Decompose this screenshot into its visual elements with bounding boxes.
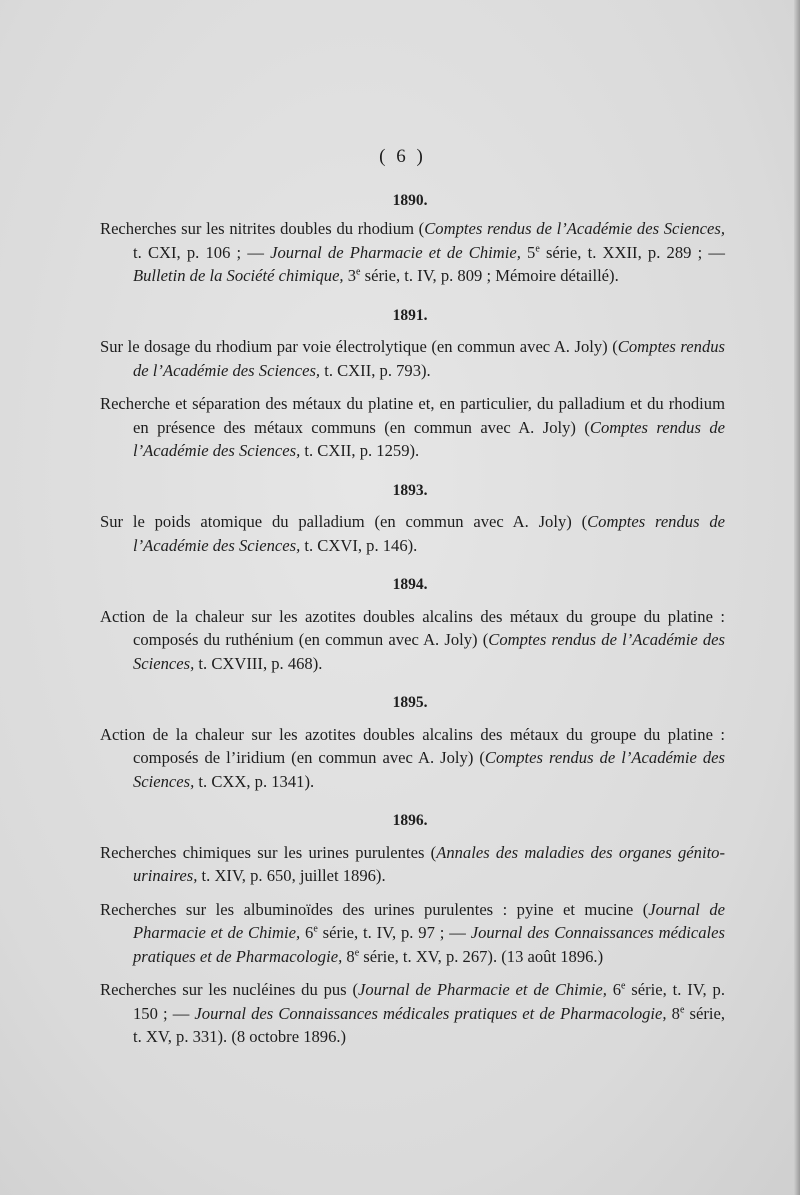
journal-title: Comptes rendus de l’Académie des Sciences, (133, 417, 725, 460)
journal-title: Journal des Connaissances médicales pratiques et de Pharmacologie, (133, 923, 725, 966)
year-heading: 1890. (392, 191, 428, 209)
entry-text: 6 (300, 923, 314, 942)
superscript: e (354, 946, 360, 958)
journal-title: Comptes rendus de l’Académie des Sciences, (133, 630, 725, 673)
entry-text: t. CXI, p. 106 ; — (133, 242, 271, 262)
entry-text: série, t. IV, p. 150 ; — (133, 980, 725, 1023)
bibliography-entry (100, 841, 725, 888)
superscript: e (313, 923, 318, 935)
entry-text: Recherches sur les nitrites doubles du rhodium ( (100, 219, 425, 238)
year-heading: 1894. (392, 576, 428, 593)
entry-text: Action de la chaleur sur les azotites doubles alcalins des métaux du groupe du platine : composés du ruthénium (en commun avec A. Joly) ( (100, 606, 725, 649)
bibliography-entry (100, 898, 725, 969)
year-heading: 1891. (392, 306, 428, 324)
entry-text: 3 (343, 266, 357, 285)
journal-title: Journal de Pharmacie et de Chimie, (270, 242, 521, 262)
year-heading: 1893. (392, 481, 428, 499)
entry-text: Action de la chaleur sur les azotites doubles alcalins des métaux du groupe du platine : composés de l’iridium (en commun avec A. Joly) ( (100, 724, 725, 767)
entry-text: Recherche et séparation des métaux du platine et, en particulier, du palladium et du rhodium en présence des métaux communs (en commun avec A. Joly) ( (100, 394, 725, 437)
entry-text: t. CXX, p. 1341). (194, 771, 315, 791)
superscript: e (621, 980, 626, 992)
entry-text: t. CXVI, p. 146). (300, 535, 418, 555)
page-content (100, 145, 725, 1059)
journal-title: Journal de Pharmacie et de Chimie, (133, 899, 725, 942)
entry-text: Recherches sur les albuminoïdes des urines purulentes : pyine et mucine ( (100, 899, 649, 919)
bibliography-entry (100, 510, 725, 557)
entry-text: Recherches chimiques sur les urines purulentes ( (100, 842, 437, 862)
entry-text: t. CXII, p. 1259). (300, 441, 420, 460)
superscript: e (535, 242, 540, 254)
entry-text: 8 (342, 946, 355, 966)
year-heading: 1895. (392, 694, 428, 711)
superscript: e (679, 1003, 685, 1015)
entry-text: t. CXII, p. 793). (320, 360, 431, 380)
bibliography-entry (100, 723, 725, 794)
journal-title: Comptes rendus de l’Académie des Sciences, (133, 337, 725, 380)
bibliography-entry (100, 978, 725, 1049)
journal-title: Comptes rendus de l’Académie des Sciences, (133, 512, 725, 555)
bibliography-entry (100, 605, 725, 676)
page-edge-shadow (794, 0, 800, 1195)
journal-title: Journal de Pharmacie et de Chimie, (357, 980, 607, 999)
entry-text: série, t. XXII, p. 289 ; — (539, 242, 725, 262)
bibliography-entry (100, 335, 725, 382)
entry-text: Sur le dosage du rhodium par voie électrolytique (en commun avec A. Joly) ( (100, 337, 618, 356)
entry-text: 8 (666, 1003, 680, 1023)
entry-text: série, t. IV, p. 809 ; Mémoire détaillé). (360, 266, 619, 285)
journal-title: Comptes rendus de l’Académie des Sciences, (133, 748, 725, 791)
entry-text: série, t. XV, p. 331). (8 octobre 1896.) (133, 1003, 725, 1046)
page-number: ( 6 ) (379, 146, 426, 167)
entry-text: série, t. IV, p. 97 ; — (317, 923, 471, 942)
bibliography-entry (100, 217, 725, 288)
journal-title: Annales des maladies des organes génito-urinaires, (133, 842, 726, 885)
entry-text: 5 (520, 242, 536, 262)
entry-text: série, t. XV, p. 267). (13 août 1896.) (359, 946, 604, 966)
bibliography-entry (100, 392, 725, 463)
entry-text: Sur le poids atomique du palladium (en commun avec A. Joly) ( (100, 512, 588, 531)
entry-text: 6 (606, 980, 622, 999)
entry-text: t. XIV, p. 650, juillet 1896). (197, 866, 386, 885)
year-heading: 1896. (392, 812, 428, 829)
journal-title: Journal des Connaissances médicales pratiques et de Pharmacologie, (194, 1003, 667, 1023)
bibliography-list (100, 189, 725, 1049)
entry-text: Recherches sur les nucléines du pus ( (100, 980, 358, 999)
journal-title: Bulletin de la Société chimique, (133, 266, 344, 285)
entry-text: t. CXVIII, p. 468). (194, 653, 323, 673)
journal-title: Comptes rendus de l’Académie des Sciences, (424, 219, 726, 238)
superscript: e (356, 266, 361, 278)
